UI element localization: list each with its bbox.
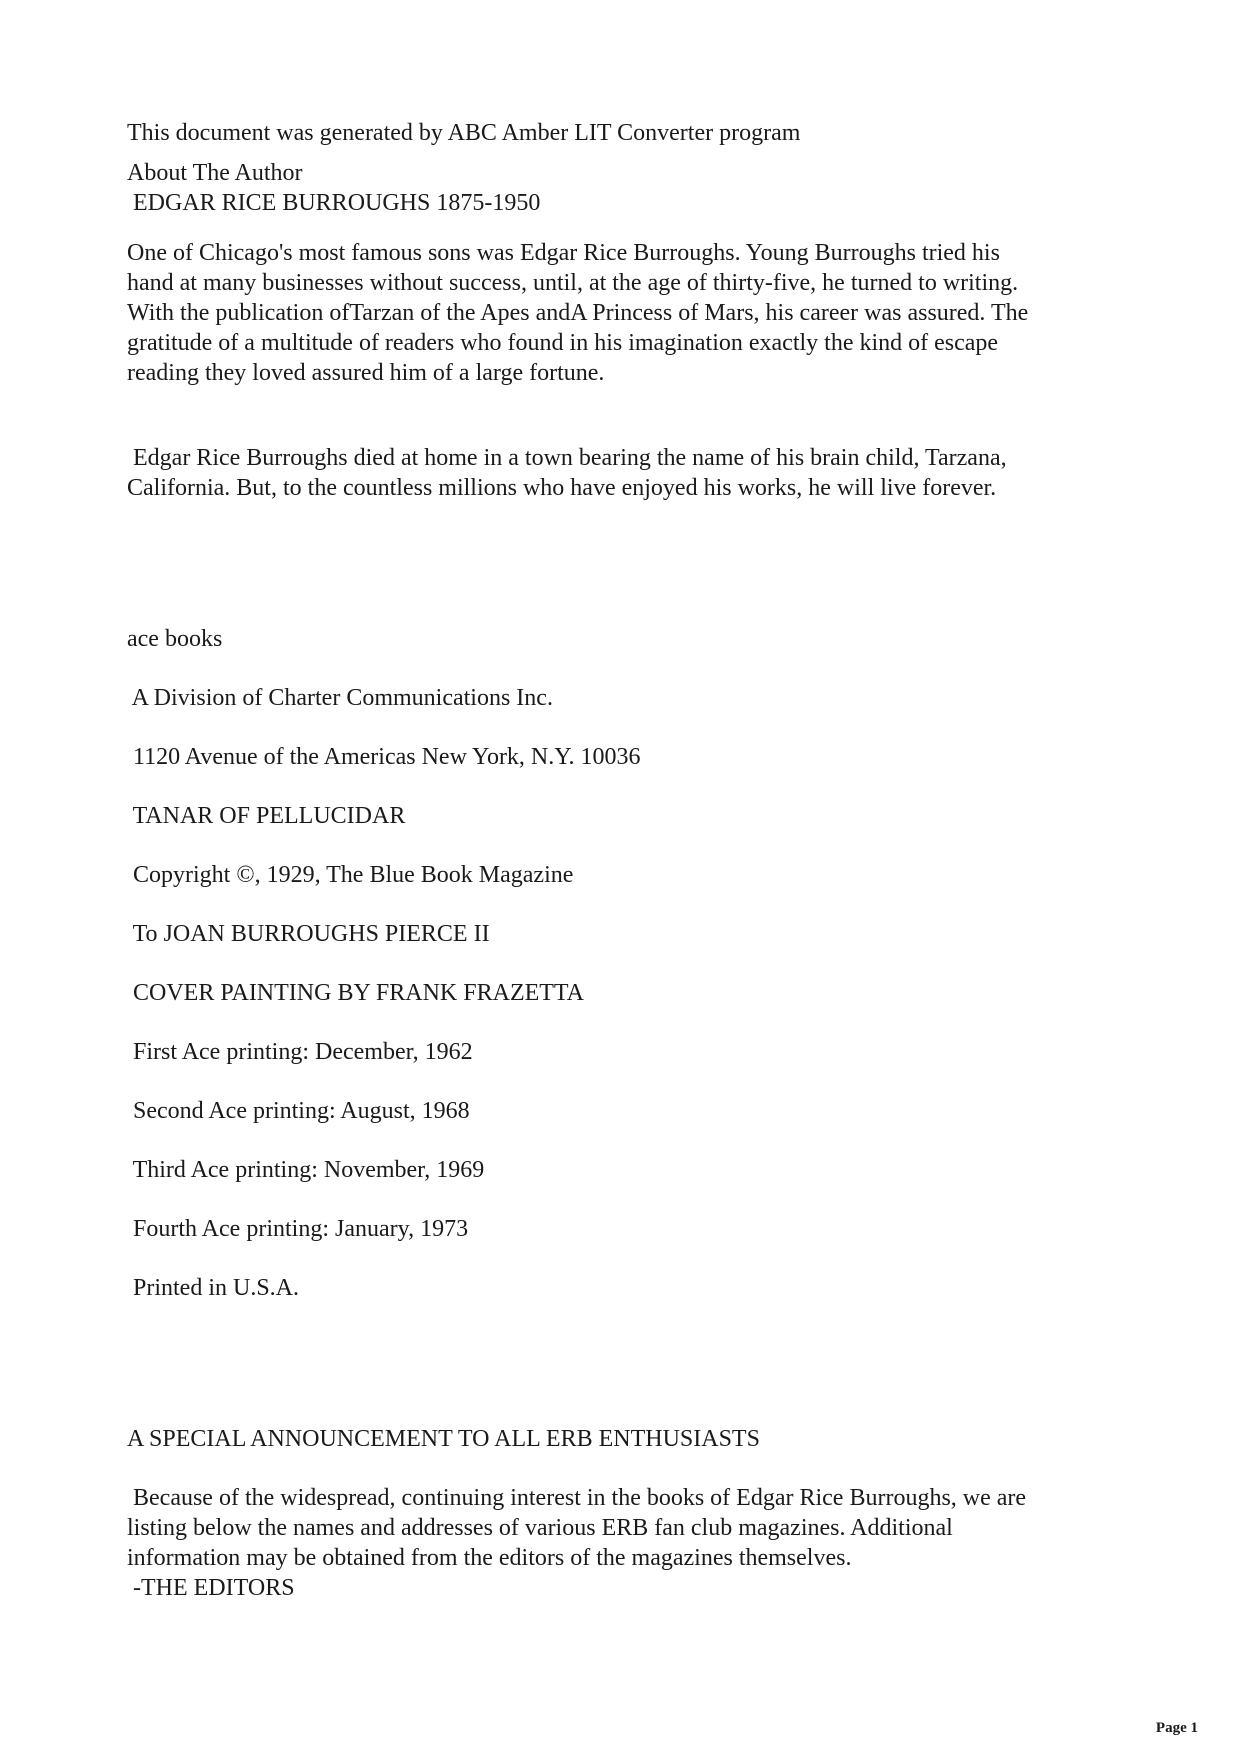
publisher-division: A Division of Charter Communications Inc. [127, 685, 553, 711]
announcement-heading [127, 1424, 1107, 1454]
bio-p1-line: reading they loved assured him of a large fortune. [127, 360, 605, 386]
bio-paragraph-1 [127, 238, 1107, 388]
editors-signature: -THE EDITORS [127, 1575, 295, 1601]
printing-line: First Ace printing: December, 1962 [127, 1039, 473, 1065]
author-name: EDGAR RICE BURROUGHS 1875-1950 [127, 190, 541, 216]
announcement-line: listing below the names and addresses of various ERB fan club magazines. Additional [127, 1515, 953, 1541]
announcement-line: information may be obtained from the editors of the magazines themselves. [127, 1545, 852, 1571]
bio-p1-line: hand at many businesses without success, until, at the age of thirty-five, he turned to writing. [127, 270, 1019, 296]
bio-p1-line: One of Chicago's most famous sons was Edgar Rice Burroughs. Young Burroughs tried his [127, 240, 1000, 266]
imprint-text: ace books [127, 626, 223, 652]
publisher-address: 1120 Avenue of the Americas New York, N.Y. 10036 [127, 744, 641, 770]
printing-line: Third Ace printing: November, 1969 [127, 1157, 485, 1183]
bio-p2-line: Edgar Rice Burroughs died at home in a town bearing the name of his brain child, Tarzana, [127, 445, 1007, 471]
publisher-line [127, 978, 1107, 1008]
dedication-line: To JOAN BURROUGHS PIERCE II [127, 921, 490, 947]
publisher-line [127, 683, 1107, 713]
announcement-body [127, 1483, 1107, 1603]
publisher-line [127, 1096, 1107, 1126]
bio-p2-line: California. But, to the countless millions who have enjoyed his works, he will live forever. [127, 475, 997, 501]
publisher-line [127, 1037, 1107, 1067]
publisher-line [127, 742, 1107, 772]
printing-line: Second Ace printing: August, 1968 [127, 1098, 470, 1124]
copyright-line: Copyright ©, 1929, The Blue Book Magazine [127, 862, 574, 888]
book-title: TANAR OF PELLUCIDAR [127, 803, 406, 829]
announcement-line: Because of the widespread, continuing interest in the books of Edgar Rice Burroughs, we are [127, 1485, 1027, 1511]
about-heading: About The Author [127, 160, 303, 186]
publisher-line [127, 919, 1107, 949]
publisher-line [127, 860, 1107, 890]
generator-note-text: This document was generated by ABC Amber LIT Converter program [127, 120, 801, 146]
announcement-heading-text: A SPECIAL ANNOUNCEMENT TO ALL ERB ENTHUSIASTS [127, 1426, 760, 1452]
page-number: Page 1 [1155, 1720, 1198, 1736]
bio-p1-line: gratitude of a multitude of readers who found in his imagination exactly the kind of escape [127, 330, 999, 356]
about-author-section [127, 158, 1107, 218]
publisher-line [127, 801, 1107, 831]
generator-note [127, 118, 1107, 148]
publisher-line [127, 1214, 1107, 1244]
printed-in-line: Printed in U.S.A. [127, 1275, 300, 1301]
publisher-line [127, 1155, 1107, 1185]
bio-p1-line: With the publication ofTarzan of the Apes andA Princess of Mars, his career was assured. The [127, 300, 1029, 326]
bio-paragraph-2 [127, 443, 1107, 503]
publisher-line [127, 1273, 1107, 1303]
cover-credit-line: COVER PAINTING BY FRANK FRAZETTA [127, 980, 584, 1006]
publisher-imprint [127, 624, 1107, 654]
printing-line: Fourth Ace printing: January, 1973 [127, 1216, 469, 1242]
